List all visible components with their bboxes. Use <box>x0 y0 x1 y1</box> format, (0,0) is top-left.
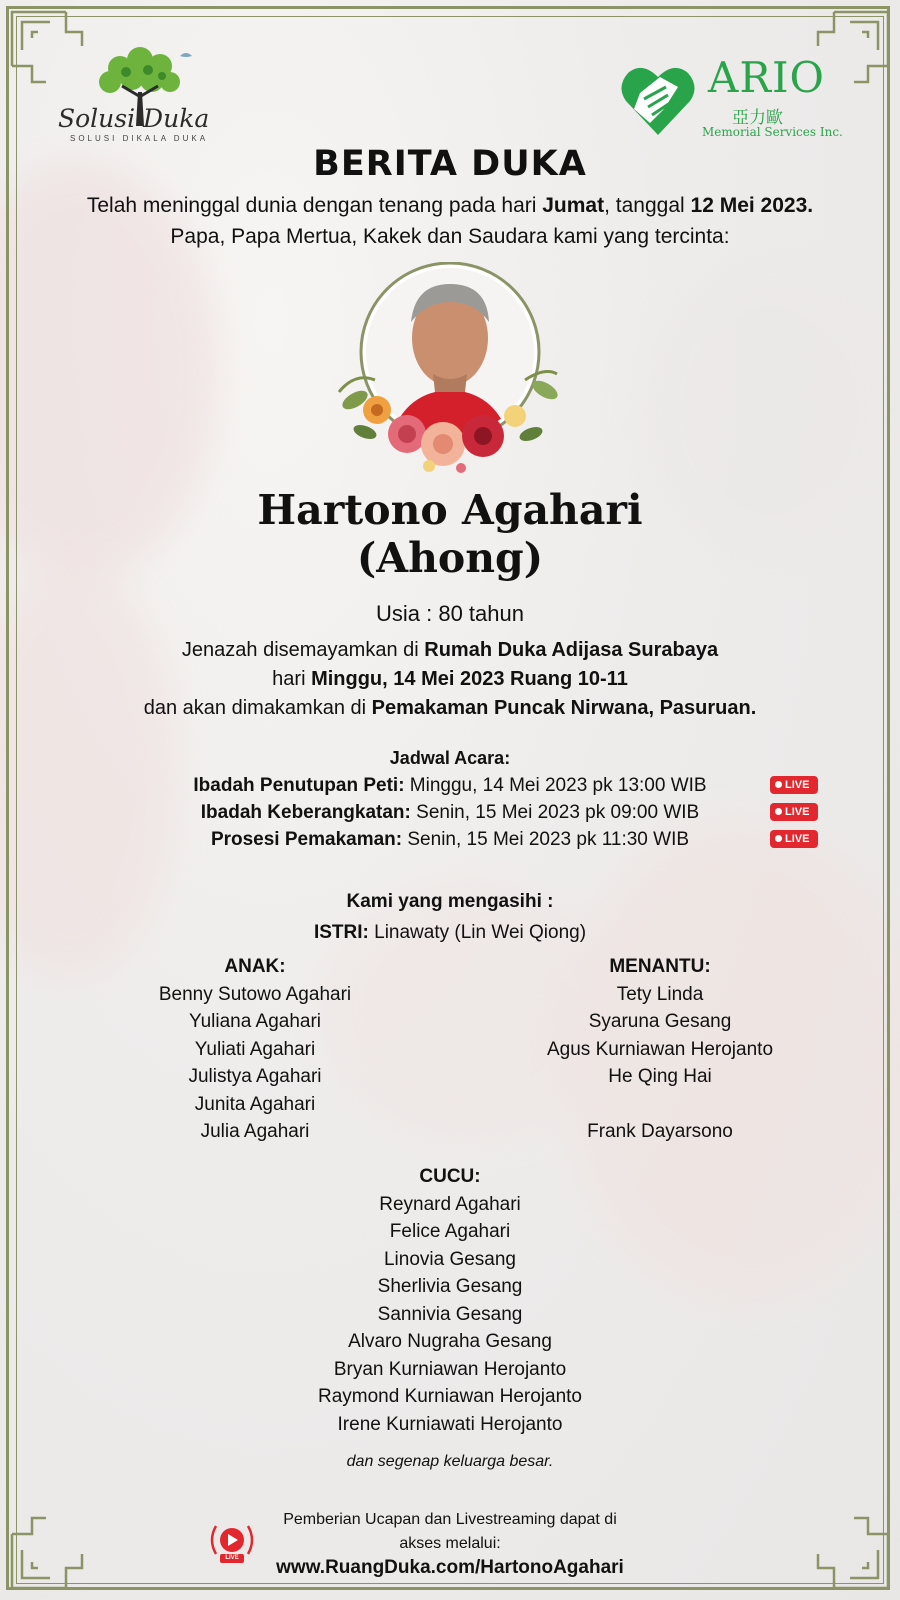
funeral-home: Rumah Duka Adijasa Surabaya <box>424 639 719 661</box>
list-item: Tety Linda <box>616 983 704 1005</box>
live-badge[interactable] <box>770 830 818 848</box>
closing-text: dan segenap keluarga besar. <box>346 1453 554 1470</box>
inlaws-list <box>510 953 810 1146</box>
funeral-line3-prefix: dan akan dimakamkan di <box>143 697 372 719</box>
schedule-title: Jadwal Acara: <box>389 748 511 768</box>
list-item: Julistya Agahari <box>188 1066 322 1087</box>
solusi-duka-logo <box>40 46 245 151</box>
intro-line1-prefix: Telah meninggal dunia dengan tenang pada hari <box>86 194 543 217</box>
list-item: Benny Sutowo Agahari <box>158 983 352 1005</box>
funeral-info <box>0 636 900 723</box>
footer-url-link[interactable]: www.RuangDuka.com/HartonoAgahari <box>276 1557 624 1578</box>
live-badge-label: LIVE <box>785 806 810 818</box>
schedule-item <box>90 775 810 797</box>
list-item: Agus Kurniawan Herojanto <box>546 1038 774 1060</box>
solusi-duka-name: Solusi Duka <box>58 104 210 133</box>
spouse-line <box>0 919 900 947</box>
list-item: Bryan Kurniawan Herojanto <box>333 1358 567 1380</box>
schedule-item <box>90 829 810 851</box>
deceased-alias: (Ahong) <box>356 534 544 582</box>
ario-chinese: 亞力歐 <box>732 108 783 127</box>
spouse-name: Linawaty (Lin Wei Qiong) <box>368 922 587 943</box>
grandchildren-list <box>0 1163 900 1438</box>
funeral-date-room: Minggu, 14 Mei 2023 Ruang 10-11 <box>311 668 628 690</box>
children-list <box>100 953 410 1146</box>
deceased-photo <box>335 262 565 482</box>
schedule-item-value: Senin, 15 Mei 2023 pk 11:30 WIB <box>402 829 690 850</box>
list-item: Irene Kurniawati Herojanto <box>337 1413 563 1435</box>
intro-line2: Papa, Papa Mertua, Kakek dan Saudara kami yang tercinta: <box>170 225 730 248</box>
inlaws-label: MENANTU: <box>609 956 711 977</box>
funeral-line2-prefix: hari <box>272 668 312 690</box>
schedule-item-label: Ibadah Keberangkatan: <box>200 802 411 823</box>
livestream-icon-label: LIVE <box>225 1555 239 1561</box>
page-title: BERITA DUKA <box>313 144 587 184</box>
schedule-item-label: Ibadah Penutupan Peti: <box>193 775 405 796</box>
funeral-line1-prefix: Jenazah disemayamkan di <box>181 639 425 661</box>
schedule-item-label: Prosesi Pemakaman: <box>210 829 403 850</box>
footer-line2: akses melalui: <box>399 1535 501 1552</box>
live-badge[interactable] <box>770 803 818 821</box>
list-item: Raymond Kurniawan Herojanto <box>317 1386 583 1407</box>
schedule-item <box>90 802 810 824</box>
burial-place: Pemakaman Puncak Nirwana, Pasuruan. <box>371 697 757 719</box>
ario-tagline: Memorial Services Inc. <box>702 125 843 139</box>
live-dot-icon <box>775 835 782 842</box>
live-badge-label: LIVE <box>785 779 810 791</box>
list-item: Sannivia Gesang <box>377 1303 523 1325</box>
list-item: Junita Agahari <box>194 1093 316 1115</box>
ario-logo <box>620 55 850 145</box>
deceased-name: Hartono Agahari <box>257 486 643 534</box>
family-title: Kami yang mengasihi : <box>346 891 554 912</box>
live-dot-icon <box>775 781 782 788</box>
schedule-item-value: Minggu, 14 Mei 2023 pk 13:00 WIB <box>404 775 707 796</box>
list-item: Yuliana Agahari <box>188 1011 322 1032</box>
list-item: He Qing Hai <box>608 1066 712 1087</box>
list-item: Linovia Gesang <box>383 1248 517 1270</box>
children-label: ANAK: <box>224 956 286 977</box>
schedule-item-value: Senin, 15 Mei 2023 pk 09:00 WIB <box>410 802 700 823</box>
deceased-age: Usia : 80 tahun <box>376 601 524 626</box>
list-item: Felice Agahari <box>389 1221 511 1242</box>
intro-text <box>0 190 900 252</box>
list-item: Alvaro Nugraha Gesang <box>348 1331 552 1352</box>
handshake-heart-icon <box>620 57 698 139</box>
list-spacer <box>510 1091 810 1119</box>
list-item: Sherlivia Gesang <box>377 1276 523 1297</box>
live-dot-icon <box>775 808 782 815</box>
list-item: Julia Agahari <box>200 1121 310 1142</box>
solusi-duka-tagline: SOLUSI DIKALA DUKA <box>70 134 209 143</box>
list-item: Syaruna Gesang <box>588 1011 732 1032</box>
live-badge-label: LIVE <box>785 833 810 845</box>
grandchildren-label: CUCU: <box>419 1166 481 1187</box>
intro-day: Jumat <box>542 194 605 217</box>
list-item: Reynard Agahari <box>379 1193 521 1215</box>
live-badge[interactable] <box>770 776 818 794</box>
list-item: Yuliati Agahari <box>194 1038 316 1060</box>
intro-line1-mid: , tanggal <box>604 194 691 217</box>
spouse-label: ISTRI: <box>313 922 369 943</box>
footer-line1: Pemberian Ucapan dan Livestreaming dapat di <box>283 1511 617 1528</box>
ario-name: ARIO <box>708 53 825 102</box>
list-item: Frank Dayarsono <box>587 1121 733 1142</box>
intro-date: 12 Mei 2023. <box>690 194 814 217</box>
